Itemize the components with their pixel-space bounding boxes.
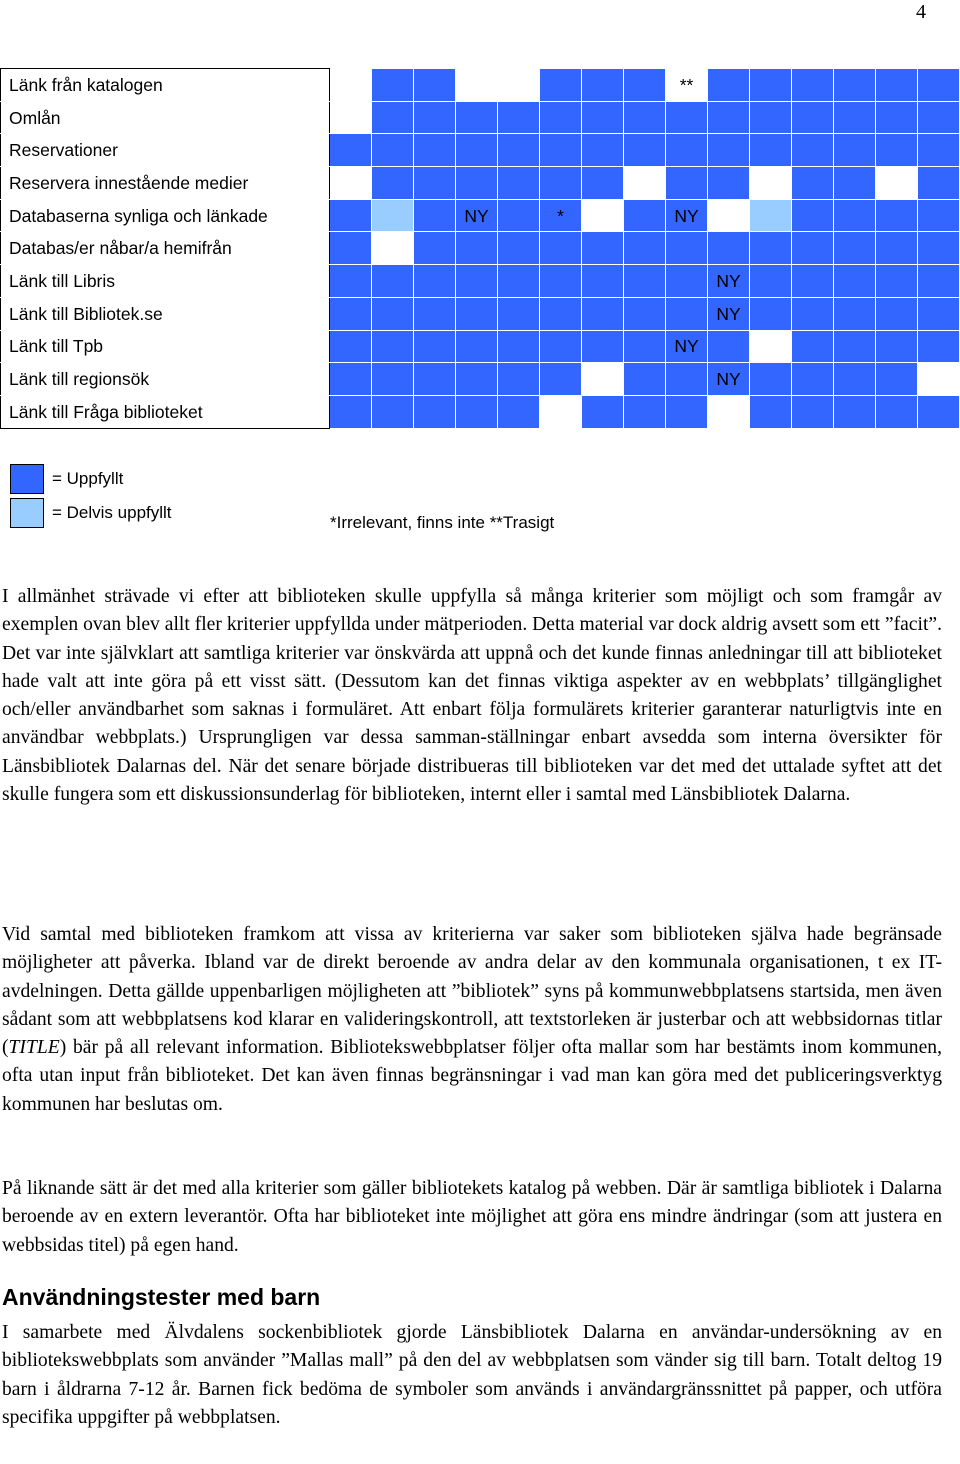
cell-partial xyxy=(750,199,792,232)
cell-fulfilled xyxy=(876,395,918,428)
cell-fulfilled xyxy=(456,395,498,428)
cell-fulfilled xyxy=(834,395,876,428)
cell-empty xyxy=(372,232,414,265)
cell-fulfilled xyxy=(708,265,750,298)
cell-fulfilled xyxy=(834,167,876,200)
cell-fulfilled xyxy=(372,101,414,134)
cell-fulfilled xyxy=(834,101,876,134)
cell-fulfilled xyxy=(624,199,666,232)
row-label: Länk från katalogen xyxy=(1,69,330,102)
paragraph-4: I samarbete med Älvdalens sockenbibliotek gjorde Länsbibliotek Dalarna en användar-undersökning av en bibliotekswebbplats som använder ”Mallas mall” på den del av webbplatsen som vänder sig till barn. Totalt deltog 19 barn i åldrarna 7-12 år. Barnen fick bedöma de symboler som används i användargränssnittet på papper, och utföra specifika uppgifter på webbplatsen. xyxy=(2,1322,942,1428)
cell-fulfilled xyxy=(414,167,456,200)
cell-fulfilled xyxy=(792,265,834,298)
cell-fulfilled xyxy=(372,330,414,363)
cell-empty xyxy=(876,167,918,200)
cell-fulfilled xyxy=(540,265,582,298)
cell-fulfilled xyxy=(456,330,498,363)
cell-fulfilled xyxy=(834,232,876,265)
cell-fulfilled xyxy=(498,330,540,363)
row-label: Reservationer xyxy=(1,134,330,167)
cell-fulfilled xyxy=(456,363,498,396)
cell-empty xyxy=(750,167,792,200)
cell-fulfilled xyxy=(918,330,960,363)
cell-fulfilled xyxy=(498,232,540,265)
row-label: Omlån xyxy=(1,101,330,134)
cell-fulfilled xyxy=(330,199,372,232)
cell-empty xyxy=(708,395,750,428)
cell-fulfilled xyxy=(414,69,456,102)
cell-fulfilled xyxy=(834,297,876,330)
cell-fulfilled xyxy=(918,395,960,428)
criteria-table xyxy=(0,68,960,429)
cell-fulfilled xyxy=(624,265,666,298)
cell-empty xyxy=(330,167,372,200)
cell-fulfilled xyxy=(834,363,876,396)
cell-fulfilled xyxy=(666,265,708,298)
cell-fulfilled xyxy=(666,199,708,232)
cell-fulfilled xyxy=(792,297,834,330)
cell-fulfilled xyxy=(750,101,792,134)
cell-fulfilled xyxy=(918,297,960,330)
row-label: Länk till Bibliotek.se xyxy=(1,297,330,330)
cell-fulfilled xyxy=(414,297,456,330)
legend-partial xyxy=(10,496,172,530)
row-label: Reservera innestående medier xyxy=(1,167,330,200)
cell-fulfilled xyxy=(792,199,834,232)
cell-fulfilled xyxy=(750,363,792,396)
cell-fulfilled xyxy=(414,101,456,134)
cell-empty xyxy=(330,101,372,134)
cell-fulfilled xyxy=(876,297,918,330)
cell-fulfilled xyxy=(498,199,540,232)
cell-note: ** xyxy=(679,74,694,95)
cell-fulfilled xyxy=(708,363,750,396)
cell-fulfilled xyxy=(456,167,498,200)
cell-fulfilled xyxy=(582,69,624,102)
cell-fulfilled xyxy=(582,232,624,265)
cell-fulfilled xyxy=(918,232,960,265)
row-label: Länk till regionsök xyxy=(1,363,330,396)
cell-fulfilled xyxy=(792,330,834,363)
cell-empty xyxy=(624,167,666,200)
cell-fulfilled xyxy=(792,395,834,428)
table-row xyxy=(1,134,960,167)
cell-note: * xyxy=(557,205,564,226)
cell-fulfilled xyxy=(666,395,708,428)
cell-empty xyxy=(918,363,960,396)
cell-fulfilled xyxy=(708,101,750,134)
cell-fulfilled xyxy=(624,101,666,134)
paragraph-3: På liknande sätt är det med alla kriterier som gäller bibliotekets katalog på webben. Där är samtliga bibliotek i Dalarna beroende av en extern leverantör. Ofta har biblioteket inte möjlighet att göra ens mindre ändringar (som att justera en webbsidas titel) på egen hand. xyxy=(2,1178,942,1256)
cell-fulfilled xyxy=(414,134,456,167)
cell-fulfilled xyxy=(792,69,834,102)
cell-fulfilled xyxy=(582,101,624,134)
cell-fulfilled xyxy=(456,297,498,330)
cell-fulfilled xyxy=(918,167,960,200)
cell-fulfilled xyxy=(666,101,708,134)
cell-fulfilled xyxy=(330,232,372,265)
table-row xyxy=(1,199,960,232)
cell-fulfilled xyxy=(330,330,372,363)
table-row xyxy=(1,297,960,330)
cell-fulfilled xyxy=(876,363,918,396)
cell-fulfilled xyxy=(876,199,918,232)
cell-empty xyxy=(750,330,792,363)
cell-fulfilled xyxy=(540,134,582,167)
cell-fulfilled xyxy=(540,199,582,232)
cell-fulfilled xyxy=(708,297,750,330)
cell-fulfilled xyxy=(582,265,624,298)
cell-fulfilled xyxy=(456,199,498,232)
cell-fulfilled xyxy=(372,134,414,167)
cell-fulfilled xyxy=(582,395,624,428)
cell-fulfilled xyxy=(414,363,456,396)
table-row xyxy=(1,167,960,200)
cell-fulfilled xyxy=(540,167,582,200)
cell-fulfilled xyxy=(666,363,708,396)
cell-fulfilled xyxy=(582,330,624,363)
paragraph-2 xyxy=(2,921,942,1119)
cell-empty xyxy=(582,363,624,396)
cell-fulfilled xyxy=(834,69,876,102)
paragraph-2-italic: TITLE xyxy=(8,1037,60,1059)
cell-empty xyxy=(330,69,372,102)
cell-fulfilled xyxy=(624,330,666,363)
table-row xyxy=(1,101,960,134)
cell-fulfilled xyxy=(624,395,666,428)
cell-fulfilled xyxy=(540,363,582,396)
table-row xyxy=(1,232,960,265)
paragraph-2-text-a: Vid samtal med biblioteken framkom att vissa av kriterierna var saker som biblioteken själva hade begränsade möjligheter att påverka. Ibland var de direkt beroende av andra delar av den kommunala organisationen, t ex IT-avdelningen. Detta gällde uppenbarligen möjligheten att ”bibliotek” syns på kommunwebbplatsens startsida, men även sådant som att webbplatsens kod klarar en valideringskontroll, att textstorleken är justerbar och att webbsidornas titlar ( xyxy=(2,924,942,1059)
cell-fulfilled xyxy=(792,101,834,134)
cell-fulfilled xyxy=(624,297,666,330)
cell-fulfilled xyxy=(876,101,918,134)
cell-fulfilled xyxy=(918,134,960,167)
cell-empty xyxy=(582,199,624,232)
row-label: Databaserna synliga och länkade xyxy=(1,199,330,232)
cell-fulfilled xyxy=(372,297,414,330)
cell-empty xyxy=(708,199,750,232)
cell-fulfilled xyxy=(834,330,876,363)
cell-fulfilled xyxy=(834,134,876,167)
cell-fulfilled xyxy=(792,167,834,200)
cell-fulfilled xyxy=(414,232,456,265)
cell-fulfilled xyxy=(498,265,540,298)
cell-fulfilled xyxy=(834,265,876,298)
cell-fulfilled xyxy=(708,330,750,363)
cell-fulfilled xyxy=(456,134,498,167)
cell-fulfilled xyxy=(876,265,918,298)
table-row xyxy=(1,395,960,428)
cell-fulfilled xyxy=(666,297,708,330)
paragraph-1: I allmänhet strävade vi efter att biblioteken skulle uppfylla så många kriterier som möjligt och som framgår av exemplen ovan blev allt fler kriterier uppfyllda under mätperioden. Detta material var dock aldrig avsett som ett ”facit”. Det var inte självklart att samtliga kriterier var önskvärda att uppnå och det kunde finnas anledningar till att biblioteket hade valt att inte göra på ett visst sätt. (Dessutom kan det finnas viktiga aspekter av en webbplats’ tillgänglighet och/eller användbarhet som saknas i formuläret. Att enbart följa formulärets kriterier garanterar naturligtvis inte en användbar webbplats.) Ursprungligen var dessa samman-ställningar enbart avsedda som interna översikter för Länsbibliotek Dalarnas del. När det senare började distribueras till biblioteken var det med det uttalade syftet att det skulle fungera som ett diskussionsunderlag för biblioteken, internt eller i samtal med Länsbibliotek Dalarna. xyxy=(2,586,942,806)
legend-full-label: = Uppfyllt xyxy=(52,469,124,488)
cell-fulfilled xyxy=(666,232,708,265)
cell-fulfilled xyxy=(330,134,372,167)
row-label: Länk till Fråga biblioteket xyxy=(1,395,330,428)
row-label: Länk till Tpb xyxy=(1,330,330,363)
cell-fulfilled xyxy=(414,199,456,232)
cell-fulfilled xyxy=(792,134,834,167)
table-row xyxy=(1,330,960,363)
cell-empty xyxy=(666,69,708,102)
cell-fulfilled xyxy=(498,297,540,330)
table-row xyxy=(1,363,960,396)
cell-fulfilled xyxy=(498,101,540,134)
cell-fulfilled xyxy=(624,69,666,102)
cell-fulfilled xyxy=(498,167,540,200)
cell-fulfilled xyxy=(330,363,372,396)
cell-fulfilled xyxy=(750,265,792,298)
cell-note: NY xyxy=(716,369,741,390)
cell-fulfilled xyxy=(792,232,834,265)
cell-note: NY xyxy=(674,205,699,226)
cell-fulfilled xyxy=(582,167,624,200)
cell-note: NY xyxy=(464,205,489,226)
cell-fulfilled xyxy=(624,232,666,265)
cell-fulfilled xyxy=(918,101,960,134)
cell-fulfilled xyxy=(456,232,498,265)
cell-fulfilled xyxy=(834,199,876,232)
cell-fulfilled xyxy=(666,167,708,200)
cell-fulfilled xyxy=(498,395,540,428)
cell-fulfilled xyxy=(414,265,456,298)
cell-fulfilled xyxy=(372,265,414,298)
cell-fulfilled xyxy=(750,69,792,102)
cell-fulfilled xyxy=(876,69,918,102)
cell-fulfilled xyxy=(540,330,582,363)
cell-fulfilled xyxy=(372,395,414,428)
cell-fulfilled xyxy=(750,232,792,265)
paragraph-2-text-b: ) bär på all relevant information. Bibliotekswebbplatser följer ofta mallar som har bestämts inom kommunen, ofta utan input från biblioteket. Det kan även finnas begränsningar i vad man kan göra med det publiceringsverktyg kommunen har beslutas om. xyxy=(2,1037,942,1115)
cell-fulfilled xyxy=(918,69,960,102)
cell-fulfilled xyxy=(750,134,792,167)
cell-fulfilled xyxy=(540,101,582,134)
cell-fulfilled xyxy=(666,134,708,167)
cell-fulfilled xyxy=(582,134,624,167)
cell-partial xyxy=(372,199,414,232)
cell-fulfilled xyxy=(372,363,414,396)
cell-fulfilled xyxy=(624,134,666,167)
cell-note: NY xyxy=(716,303,741,324)
legend-partial-label: = Delvis uppfyllt xyxy=(52,503,172,522)
cell-fulfilled xyxy=(372,69,414,102)
cell-fulfilled xyxy=(330,395,372,428)
cell-fulfilled xyxy=(708,232,750,265)
cell-fulfilled xyxy=(456,101,498,134)
cell-note: NY xyxy=(674,336,699,357)
cell-fulfilled xyxy=(456,265,498,298)
cell-fulfilled xyxy=(372,167,414,200)
cell-fulfilled xyxy=(540,232,582,265)
cell-fulfilled xyxy=(666,330,708,363)
legend-swatch-full xyxy=(10,464,44,494)
cell-fulfilled xyxy=(750,395,792,428)
cell-fulfilled xyxy=(330,297,372,330)
row-label: Databas/er nåbar/a hemifrån xyxy=(1,232,330,265)
cell-empty xyxy=(540,395,582,428)
cell-empty xyxy=(456,69,498,102)
cell-note: NY xyxy=(716,270,741,291)
cell-fulfilled xyxy=(498,363,540,396)
cell-fulfilled xyxy=(708,69,750,102)
cell-fulfilled xyxy=(918,199,960,232)
cell-fulfilled xyxy=(414,395,456,428)
table-row xyxy=(1,265,960,298)
legend xyxy=(10,462,172,530)
legend-footnote: *Irrelevant, finns inte **Trasigt xyxy=(330,513,555,532)
page-number: 4 xyxy=(916,1,926,23)
cell-fulfilled xyxy=(750,297,792,330)
cell-fulfilled xyxy=(876,232,918,265)
cell-fulfilled xyxy=(540,297,582,330)
cell-fulfilled xyxy=(582,297,624,330)
cell-empty xyxy=(498,69,540,102)
cell-fulfilled xyxy=(876,134,918,167)
cell-fulfilled xyxy=(792,363,834,396)
cell-fulfilled xyxy=(498,134,540,167)
section-heading: Användningstester med barn xyxy=(2,1284,321,1310)
row-label: Länk till Libris xyxy=(1,265,330,298)
cell-fulfilled xyxy=(708,167,750,200)
cell-fulfilled xyxy=(330,265,372,298)
cell-fulfilled xyxy=(624,363,666,396)
legend-swatch-partial xyxy=(10,498,44,528)
table-row xyxy=(1,69,960,102)
cell-fulfilled xyxy=(708,134,750,167)
legend-full xyxy=(10,462,172,496)
cell-fulfilled xyxy=(540,69,582,102)
cell-fulfilled xyxy=(918,265,960,298)
cell-fulfilled xyxy=(876,330,918,363)
cell-fulfilled xyxy=(414,330,456,363)
